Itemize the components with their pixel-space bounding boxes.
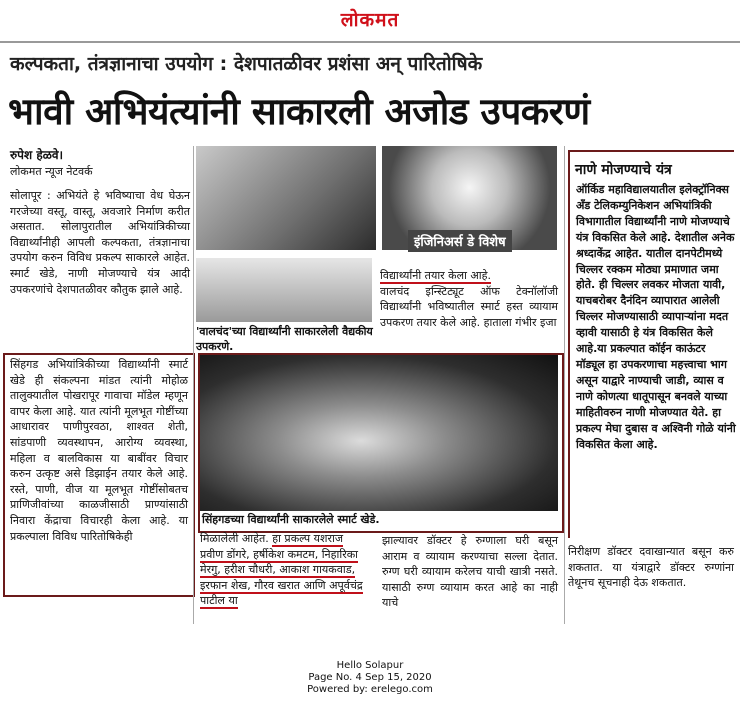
footer-publication: Hello Solapur: [336, 660, 404, 671]
engineers-day-badge: इंजिनिअर्स डे विशेष: [408, 230, 512, 252]
column-hand-exercise: झाल्यावर डॉक्टर हे रुग्णाला घरी बसून आराम व व्यायाम करण्याचा सल्ला देतात. रुग्ण घरी व्यायाम करेलच याची खात्री नसते. यासाठी रुग्ण व्यायाम करत आहे का नाही याचे: [382, 534, 558, 610]
side-rule: [568, 150, 734, 152]
footer-powered-by: Powered by: erelego.com: [307, 684, 433, 695]
walchand-lead: विद्यार्थ्यांनी तयार केला आहे.: [380, 269, 491, 282]
footer: [0, 660, 740, 696]
photo-smart-village: [200, 355, 558, 511]
column-closing: निरीक्षण डॉक्टर दवाखान्यात बसून करु शकतात. या यंत्राद्वारे डॉक्टर रुग्णांना तेथूनच सूचनाही देऊ शकतात.: [568, 545, 734, 590]
team-lead: मिळालेली आहेत.: [200, 532, 273, 545]
team-names: हा प्रकल्प यशराज प्रवीण डोंगरे, हर्षीकेश कमटम, निहारिका मेरगु, हरीश चौधरी, आकाश गायकवाड, इरफान शेख, गौरव खरात आणि अपूर्वचंद्र पाटील या: [200, 532, 363, 608]
coin-counter-text: ऑर्किड महाविद्यालयातील इलेक्ट्रॉनिक्स अँड टेलिकम्युनिकेशन अभियांत्रिकी विभागातील विद्यार्थ्यांनी नाणे मोजण्याचे यंत्र विकसित केले आहे. देशातील अनेक श्रध्दाकेंद्र आहेत. यातील दानपेटीमध्ये चिल्लर रक्कम मोठ्या प्रमाणात जमा होते. ही चिल्लर लवकर मोजता यावी, याचबरोबर दैनंदिन व्यापारात आलेली चिल्लर मोजण्यासाठी व्यापाऱ्यांना मदत व्हावी यासाठी हे यंत्र विकसित केले आहे.या प्रकल्पात कॉईन काऊंटर मॉड्यूल हा उपकरणाचा महत्त्वाचा भाग असून याद्वारे नाण्याची जाडी, व्यास व नाणे कोणत्या धातूपासून बनवले याच्या माहितीवरुन नाणी मोजण्यात येते. हा प्रकल्प मेघा दुबास व अश्विनी गोळे यांनी विकसित केला आहे.: [576, 183, 736, 451]
byline: रुपेश हेळवे।: [10, 148, 64, 162]
column-divider: [193, 146, 194, 624]
masthead-divider: [0, 41, 740, 43]
headline: भावी अभियंत्यांनी साकारली अजोड उपकरणं: [8, 90, 590, 133]
walchand-text: वालचंद इन्स्टिट्यूट ऑफ टेक्नॉलॉजी विद्यार्थ्यांनी भविष्यातील स्मार्ट हस्त व्यायाम उपकरण तयार केले आहे. हाताला गंभीर इजा: [380, 284, 558, 329]
agency: लोकमत न्यूज नेटवर्क: [10, 165, 93, 178]
column-divider: [564, 146, 565, 624]
masthead: [0, 6, 740, 32]
photo-medical-equipment: [196, 258, 372, 322]
sinhgad-box: [3, 353, 195, 597]
footer-page-date: Page No. 4 Sep 15, 2020: [308, 672, 432, 683]
photo-device: [196, 146, 376, 250]
caption-smart-village: सिंहगडच्या विद्यार्थ्यांनी साकारलेले स्मार्ट खेडे.: [202, 513, 380, 526]
masthead-logo: लोकमत: [340, 9, 400, 31]
column-intro: सोलापूर : अभियंते हे भविष्याचा वेध घेऊन गरजेच्या वस्तू, वास्तू, अवजारे निर्माण करीत असतात. सोलापुरातील अभियांत्रिकीच्या विद्यार्थ्यांनीही आपली कल्पकता, तंत्रज्ञानाचा उपयोग करुन विविध प्रकल्प साकारले आहेत. स्मार्ट खेडे, नाणी मोजण्याचे यंत्र आदी उपकरणांचे देशपातळीवर कौतुक झाले आहे.: [10, 189, 190, 296]
coin-counter-title: नाणे मोजण्याचे यंत्र: [575, 162, 672, 178]
caption-walchand: 'वालचंद'च्या विद्यार्थ्यांनी साकारलेली वैद्यकीय उपकरणे.: [196, 325, 373, 353]
kicker: कल्पकता, तंत्रज्ञानाचा उपयोग : देशपातळीवर प्रशंसा अन् पारितोषिके: [10, 53, 483, 75]
column-walchand: [380, 268, 558, 330]
sinhgad-text: सिंहगड अभियांत्रिकीच्या विद्यार्थ्यांनी स्मार्ट खेडे ही संकल्पना मांडत त्यांनी मोहोळ तालुक्यातील पोखरापूर गावाचा मॉडेल म्हणून वापर केला आहे. यात त्यांनी मूलभूत गोष्टींच्या आधारावर पाणीपुरवठा, शाश्वत शेती, सांडपाणी व्यवस्थापन, आरोग्य व्यवस्था, महिला व बालविकास या बाबींवर विचार करुन उत्कृष्ट असे डिझाईन तयार केले आहे. रस्ते, पाणी, वीज या मूलभूत गोष्टींसोबतच प्राणिजीवांच्या काळजीसाठी प्राण्यांसाठी निवारा केंद्राचा विचारही केला आहे. या प्रकल्पाला विविध पारितोषिकेही: [10, 358, 188, 543]
column-team: [200, 531, 365, 609]
